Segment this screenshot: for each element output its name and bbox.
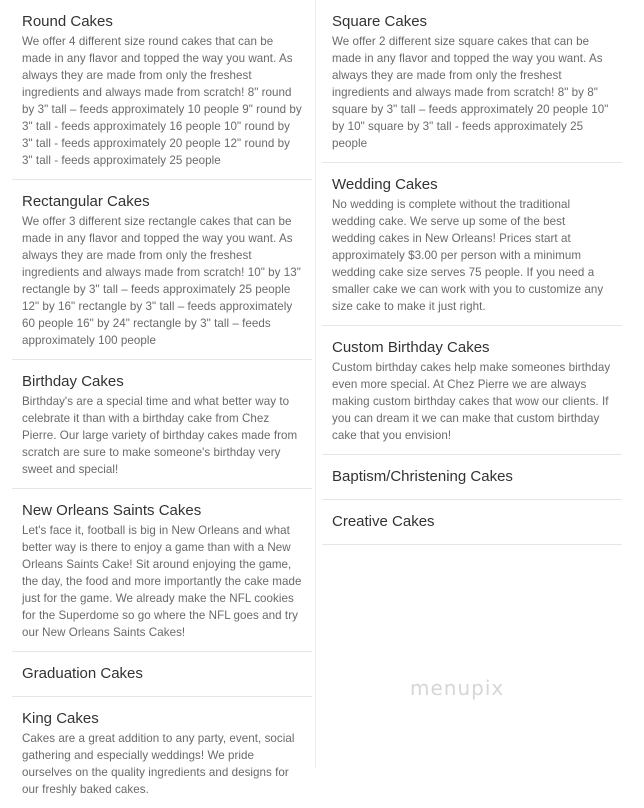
menu-item [12, 697, 312, 808]
menu-item-title: Baptism/Christening Cakes [332, 468, 513, 485]
menu-item-title: New Orleans Saints Cakes [22, 502, 202, 519]
menu-item [322, 455, 622, 500]
menu-item-title: Rectangular Cakes [22, 193, 150, 210]
menu-item [322, 163, 622, 326]
menu-item [12, 360, 312, 489]
menu-item [12, 489, 312, 652]
menu-column-right [322, 0, 622, 545]
menu-item [322, 326, 622, 455]
menu-item-description: Let's face it, football is big in New Orleans and what better way is there to enjoy a game than with a New Orleans Saints Cake! Sit around enjoying the game, the day, the food and more importantly the cake made just for the game. We already make the NFL cookies for the Superdome so go where the NFL goes and try our New Orleans Saints Cakes! [22, 524, 302, 639]
menu-item-title: Custom Birthday Cakes [332, 339, 490, 356]
menu-item [322, 500, 622, 545]
menu-item-description: Custom birthday cakes help make someones birthday even more special. At Chez Pierre we are always making custom birthday cakes that wow our clients. If you can dream it we can make that custom birthday cake that you envision! [332, 361, 611, 442]
menu-item [12, 180, 312, 360]
menu-item-title: Birthday Cakes [22, 373, 124, 390]
menu-item-title: Square Cakes [332, 13, 428, 30]
menu-item-description: Cakes are a great addition to any party, event, social gathering and especially weddings! We pride ourselves on the quality ingredients and designs for our freshly baked cakes. [22, 732, 295, 796]
menu-item-description: Birthday's are a special time and what better way to celebrate it than with a birthday cake from Chez Pierre. Our large variety of birthday cakes made from scratch are sure to make someone's birthday very sweet and special! [22, 395, 298, 476]
menu-column-left [12, 0, 312, 808]
menu-item-description: No wedding is complete without the traditional wedding cake. We serve up some of the best wedding cakes in New Orleans! Prices start at approximately $3.00 per person with a minimum wedding cake size serves 75 people. If you need a smaller cake we can work with you to customize any size cake to make it just right. [332, 198, 604, 313]
menupix-watermark: menupix [410, 676, 505, 700]
column-divider [315, 0, 316, 768]
menu-item-title: Round Cakes [22, 13, 113, 30]
menu-item [12, 652, 312, 697]
menu-item-description: We offer 4 different size round cakes that can be made in any flavor and topped the way you want. As always they are made from only the freshest ingredients and always made from scratch! 8" round by 3" tall – feeds approximately 10 people 9" round by 3" tall - feeds approximately 16 people 10" round by 3" tall - feeds approximately 20 people 12" round by 3" tall - feeds approximately 25 people [22, 35, 302, 167]
menu-item-title: Wedding Cakes [332, 176, 438, 193]
menu-item-title: Graduation Cakes [22, 665, 143, 682]
menu-item [12, 0, 312, 180]
menu-item-description: We offer 3 different size rectangle cakes that can be made in any flavor and topped the way you want. As always they are made from only the freshest ingredients and always made from scratch! 10" by 13" rectangle by 3" tall – feeds approximately 25 people 12" by 16" rectangle by 3" tall – feeds approximately 60 people 16" by 24" rectangle by 3" tall – feeds approximately 100 people [22, 215, 301, 347]
menu-item-title: Creative Cakes [332, 513, 435, 530]
menu-item-title: King Cakes [22, 710, 99, 727]
menu-item-description: We offer 2 different size square cakes that can be made in any flavor and topped the way you want. As always they are made from only the freshest ingredients and always made from scratch! 8" by 8" square by 3" tall – feeds approximately 20 people 10" by 10" square by 3" tall - feeds approximately 25 people [332, 35, 609, 150]
menu-item [322, 0, 622, 163]
